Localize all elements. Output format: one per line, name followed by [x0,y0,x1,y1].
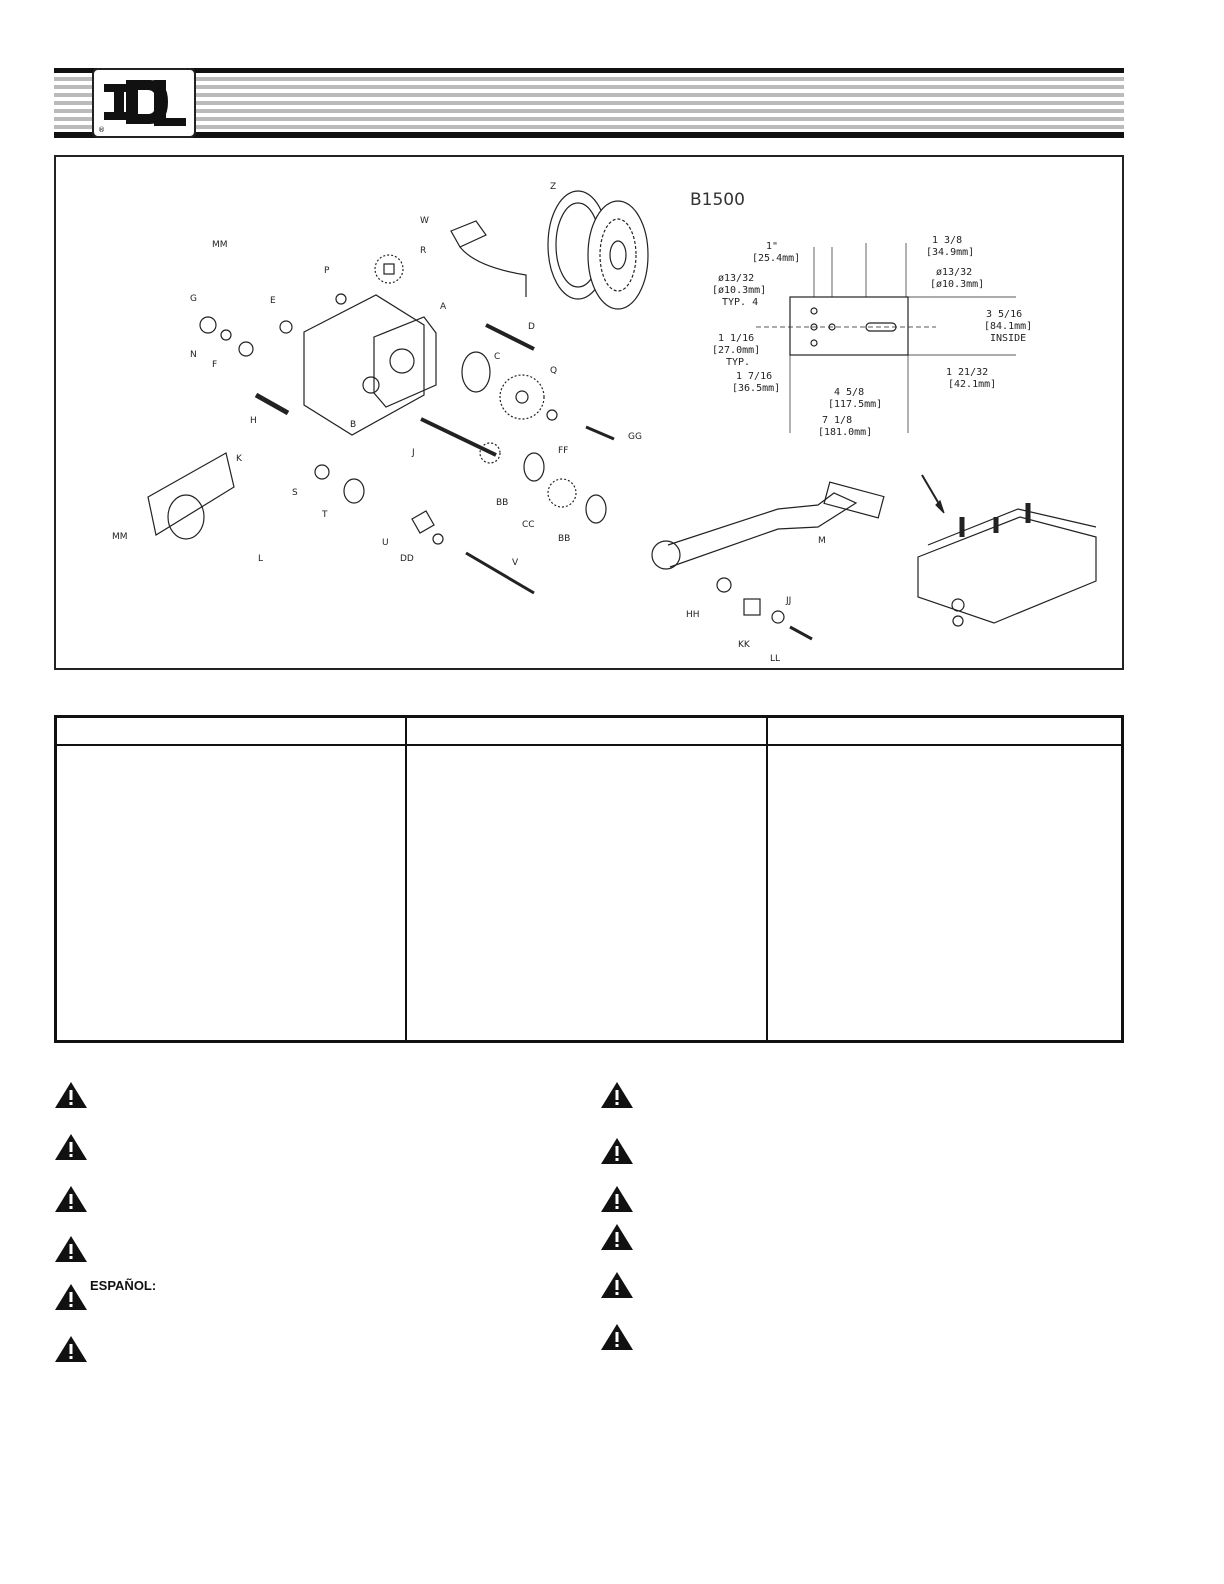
warning-item-right-4 [600,1222,636,1252]
page-header [54,68,1124,138]
dim-1-7-16-mm: [36.5mm] [732,383,781,394]
warning-triangle-icon [600,1270,634,1300]
part-label-g: G [190,294,197,304]
table-body-row [57,746,1121,1040]
logo [92,68,196,138]
part-label-t: T [322,510,328,520]
dim-1-7-16: 1 7/16 [736,371,773,382]
part-label-u: U [382,538,389,548]
warning-item-right-5 [600,1270,636,1300]
part-label-a: A [440,302,447,312]
dim-7-1-8-mm: [181.0mm] [818,427,873,438]
warning-triangle-icon [54,1234,88,1264]
part-label-k: K [236,454,242,464]
parts-table [54,715,1124,1043]
warning-triangle-icon [54,1282,88,1312]
dim-hole-right: ø13/32 [936,267,973,278]
part-label-e: E [270,296,276,306]
table-header-cell-2 [407,718,768,744]
part-label-p: P [324,266,330,276]
dim-typ-note: TYP. [726,357,751,368]
warning-item-right-3 [600,1184,636,1214]
part-label-cc: CC [522,520,535,530]
part-label-z: Z [550,182,557,192]
dim-1in: 1" [766,241,779,252]
dim-1-21-32-mm: [42.1mm] [948,379,997,390]
dim-1-3-8-mm: [34.9mm] [926,247,975,258]
part-label-dd: DD [400,554,414,564]
warning-triangle-icon [600,1184,634,1214]
dim-4-5-8-mm: [117.5mm] [828,399,883,410]
dim-hole-left-mm: [ø10.3mm] [712,285,767,296]
warning-item-left-1 [54,1080,90,1110]
model-title: B1500 [690,190,745,210]
dl-logo-icon [94,70,194,136]
warning-triangle-icon [600,1322,634,1352]
dim-3-5-16-mm: [84.1mm] [984,321,1033,332]
part-label-b: B [350,420,357,430]
warning-text: ESPAÑOL: [90,1278,157,1293]
warning-triangle-icon [54,1334,88,1364]
dim-hole-left: ø13/32 [718,273,755,284]
part-label-l: L [258,554,264,564]
winch-exploded-view [56,157,1122,668]
dim-hole-right-mm: [ø10.3mm] [930,279,985,290]
table-header-cell-3 [768,718,1121,744]
warning-item-right-6 [600,1322,636,1352]
warning-item-left-6 [54,1334,90,1364]
part-label-m: M [818,536,826,546]
warning-item-left-2 [54,1132,90,1162]
dim-1-1-16: 1 1/16 [718,333,755,344]
exploded-diagram [54,155,1124,670]
warning-item-left-5 [54,1278,157,1312]
warning-triangle-icon [54,1184,88,1214]
dim-inside-note: INSIDE [990,333,1027,344]
part-label-n: N [190,350,197,360]
part-label-c: C [494,352,501,362]
dim-7-1-8: 7 1/8 [822,415,853,426]
part-label-d: D [528,322,535,332]
warning-item-left-3 [54,1184,90,1214]
part-label-f: F [212,360,218,370]
table-body-cell-3 [768,746,1121,1040]
warning-triangle-icon [54,1132,88,1162]
part-labels [112,182,826,664]
table-header-row [57,718,1121,746]
part-label-j: J [412,448,415,458]
table-header-cell-1 [57,718,407,744]
warning-item-right-1 [600,1080,636,1110]
table-body-cell-2 [407,746,768,1040]
part-label-v: V [512,558,519,568]
dim-1-21-32: 1 21/32 [946,367,989,378]
header-stripes [54,68,1124,138]
part-label-w: W [420,216,429,226]
part-label-jj: JJ [786,596,792,606]
dim-1in-mm: [25.4mm] [752,253,801,264]
part-label-q: Q [550,366,558,376]
warning-triangle-icon [600,1080,634,1110]
part-label-ll: LL [770,654,781,664]
part-label-gg: GG [628,432,642,442]
part-label-hh: HH [686,610,700,620]
part-label-s: S [292,488,298,498]
warning-item-left-4 [54,1234,90,1264]
part-label-r: R [420,246,427,256]
part-label-bb: BB [558,534,571,544]
warning-triangle-icon [600,1136,634,1166]
part-label-kk: KK [738,640,750,650]
registered-mark: ® [98,126,105,134]
part-label-bb: BB [496,498,509,508]
dim-1-1-16-mm: [27.0mm] [712,345,761,356]
dim-4-5-8: 4 5/8 [834,387,865,398]
dim-1-3-8: 1 3/8 [932,235,963,246]
part-label-mm: MM [212,240,228,250]
warning-item-right-2 [600,1136,636,1166]
part-label-h: H [250,416,257,426]
part-label-ff: FF [558,446,569,456]
part-label-mm: MM [112,532,128,542]
dim-3-5-16: 3 5/16 [986,309,1023,320]
table-body-cell-1 [57,746,407,1040]
warning-triangle-icon [600,1222,634,1252]
dim-hole-left-note: TYP. 4 [722,297,759,308]
warning-triangle-icon [54,1080,88,1110]
